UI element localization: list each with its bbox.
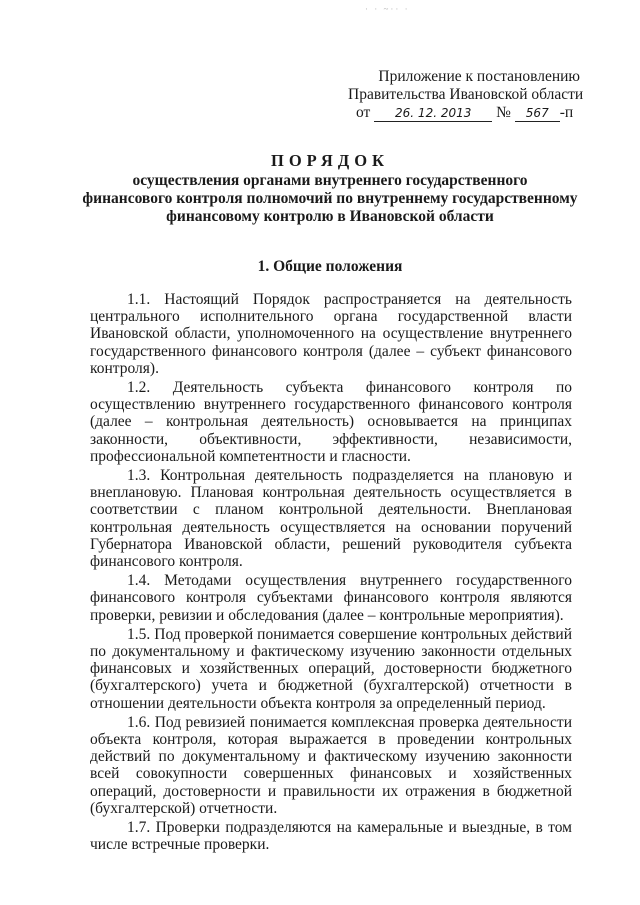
paragraph-1-5: 1.5. Под проверкой понимается совершение контрольных действий по документальному и фактическому изучению законности отдельных финансовых и хозяйственных операций, достоверности бюджетного (бухгалтерского) учета и бюджетной (бухгалтерской) отчетности в отношении деятельности объекта контроля за определенный период. xyxy=(90,625,572,712)
number-suffix: -п xyxy=(559,104,574,121)
paragraph-1-1: 1.1. Настоящий Порядок распространяется на деятельность центрального исполнительного органа государственной власти Ивановской области, уполномоченного на осуществление внутреннего государственного финансового контроля (далее – субъект финансового контроля). xyxy=(90,291,572,377)
paragraph-1-4: 1.4. Методами осуществления внутреннего государственного финансового контроля субъектами финансового контроля являются проверки, ревизии и обследования (далее – контрольные мероприятия). xyxy=(90,572,572,624)
attachment-line-1: Приложение к постановлению xyxy=(378,68,580,85)
paragraph-1-3: 1.3. Контрольная деятельность подразделяется на плановую и внеплановую. Плановая контрольная деятельность осуществляется в соответствии с планом контрольной деятельности. Внеплановая контрольная деятельность осуществляется на основании поручений Губернатора Ивановской области, решений руководителя субъекта финансового контроля. xyxy=(90,467,572,571)
scan-artifact: · · ~·· · xyxy=(365,4,410,14)
handwritten-number: 567 xyxy=(515,106,560,122)
handwritten-date: 26. 12. 2013 xyxy=(374,106,492,122)
paragraph-1-6: 1.6. Под ревизией понимается комплексная проверка деятельности объекта контроля, которая выражается в проведении контрольных действий по документальному и фактическому изучению законности всей совокупности совершенных финансовых и хозяйственных операций, достоверности и правильности их отражения в бюджетной (бухгалтерской) отчетности. xyxy=(90,713,572,817)
attachment-line-2: Правительства Ивановской области xyxy=(348,86,584,103)
title-main: ПОРЯДОК xyxy=(271,151,389,170)
title-subtitle-line-3: финансовому контролю в Ивановской области xyxy=(166,208,494,225)
attachment-block xyxy=(348,68,584,122)
section-heading: 1. Общие положения xyxy=(257,258,403,275)
title-subtitle-line-2: финансового контроля полномочий по внутреннему государственному xyxy=(82,190,578,207)
attachment-date-number-line xyxy=(348,104,580,122)
paragraph-1-2: 1.2. Деятельность субъекта финансового контроля по осуществлению внутреннего государственного финансового контроля (далее – контрольная деятельность) основывается на принципах законности, объективности, эффективности, независимости, профессиональной компетентности и гласности. xyxy=(90,379,572,465)
date-prefix: от xyxy=(356,104,371,121)
number-prefix: № xyxy=(496,104,511,121)
section-body xyxy=(90,291,572,854)
document-title xyxy=(80,150,580,226)
paragraph-1-7: 1.7. Проверки подразделяются на камеральные и выездные, в том числе встречные проверки. xyxy=(90,819,572,854)
title-subtitle-line-1: осуществления органами внутреннего государственного xyxy=(132,172,528,189)
